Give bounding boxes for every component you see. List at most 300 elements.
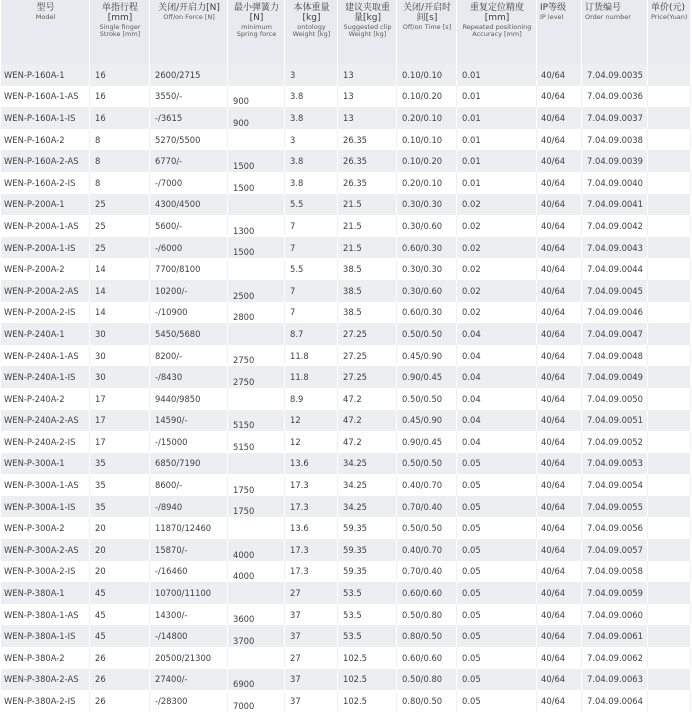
cell-price	[648, 410, 691, 432]
table-row	[1, 129, 691, 151]
table-row	[1, 410, 691, 432]
cell-time: 0.50/0.50	[397, 453, 457, 475]
cell-weight: 17.3	[285, 561, 338, 583]
cell-weight: 17.3	[285, 539, 338, 561]
cell-time: 0.50/0.50	[397, 323, 457, 345]
cell-stroke: 25	[90, 237, 150, 259]
header-label-cn: 最小弹簧力[N]	[233, 3, 279, 24]
cell-order: 7.04.09.0039	[582, 150, 648, 172]
cell-ip: 40/64	[537, 64, 582, 86]
cell-price	[648, 431, 691, 453]
header-weight	[285, 0, 338, 64]
cell-model: WEN-P-300A-2-AS	[1, 539, 90, 561]
cell-spring	[228, 647, 285, 669]
cell-force: 8600/-	[150, 474, 228, 496]
cell-force: -/14800	[150, 625, 228, 647]
cell-time: 0.60/0.30	[397, 302, 457, 324]
cell-stroke: 26	[90, 669, 150, 691]
cell-acc: 0.05	[457, 647, 537, 669]
cell-clip: 26.35	[338, 172, 397, 194]
cell-time: 0.30/0.60	[397, 280, 457, 302]
cell-time: 0.20/0.10	[397, 107, 457, 129]
cell-model: WEN-P-300A-2	[1, 517, 90, 539]
cell-force: -/8940	[150, 496, 228, 518]
header-order	[582, 0, 648, 64]
cell-spring	[228, 388, 285, 410]
cell-weight: 17.3	[285, 496, 338, 518]
cell-ip: 40/64	[537, 302, 582, 324]
cell-price	[648, 496, 691, 518]
cell-clip: 53.5	[338, 604, 397, 626]
cell-time: 0.10/0.20	[397, 150, 457, 172]
cell-order: 7.04.09.0037	[582, 107, 648, 129]
cell-order: 7.04.09.0061	[582, 625, 648, 647]
cell-model: WEN-P-240A-1-AS	[1, 345, 90, 367]
cell-stroke: 45	[90, 582, 150, 604]
cell-ip: 40/64	[537, 625, 582, 647]
cell-stroke: 16	[90, 64, 150, 86]
cell-clip: 27.25	[338, 345, 397, 367]
table-row	[1, 194, 691, 216]
cell-model: WEN-P-300A-1-AS	[1, 474, 90, 496]
cell-ip: 40/64	[537, 496, 582, 518]
table-row	[1, 625, 691, 647]
cell-clip: 34.25	[338, 496, 397, 518]
cell-price	[648, 302, 691, 324]
cell-force: -/15000	[150, 431, 228, 453]
header-label-cn: 单价(元)	[651, 3, 686, 13]
cell-ip: 40/64	[537, 107, 582, 129]
cell-order: 7.04.09.0054	[582, 474, 648, 496]
cell-ip: 40/64	[537, 129, 582, 151]
cell-weight: 11.8	[285, 366, 338, 388]
cell-order: 7.04.09.0042	[582, 215, 648, 237]
cell-acc: 0.02	[457, 302, 537, 324]
cell-clip: 59.35	[338, 539, 397, 561]
cell-time: 0.50/0.50	[397, 388, 457, 410]
table-row	[1, 150, 691, 172]
cell-ip: 40/64	[537, 150, 582, 172]
header-label-cn: 本体重量[kg]	[293, 3, 330, 24]
cell-spring	[228, 323, 285, 345]
cell-weight: 37	[285, 669, 338, 691]
cell-ip: 40/64	[537, 582, 582, 604]
cell-weight: 7	[285, 215, 338, 237]
cell-clip: 38.5	[338, 302, 397, 324]
cell-spring: 7000	[228, 690, 285, 712]
cell-order: 7.04.09.0057	[582, 539, 648, 561]
cell-time: 0.60/0.30	[397, 237, 457, 259]
cell-weight: 7	[285, 280, 338, 302]
header-row	[1, 0, 691, 64]
cell-acc: 0.01	[457, 129, 537, 151]
cell-time: 0.30/0.30	[397, 194, 457, 216]
cell-spring	[228, 582, 285, 604]
table-row	[1, 107, 691, 129]
header-label-cn: 建议夹取重量[kg]	[344, 3, 390, 24]
table-row	[1, 561, 691, 583]
cell-ip: 40/64	[537, 237, 582, 259]
cell-model: WEN-P-380A-2-IS	[1, 690, 90, 712]
cell-ip: 40/64	[537, 172, 582, 194]
cell-model: WEN-P-300A-1-IS	[1, 496, 90, 518]
cell-time: 0.50/0.80	[397, 604, 457, 626]
header-label-en: Single finger Stroke [mm]	[99, 23, 141, 39]
cell-ip: 40/64	[537, 280, 582, 302]
cell-model: WEN-P-200A-1-IS	[1, 237, 90, 259]
cell-order: 7.04.09.0041	[582, 194, 648, 216]
cell-acc: 0.04	[457, 366, 537, 388]
cell-stroke: 20	[90, 539, 150, 561]
cell-spring	[228, 258, 285, 280]
table-row	[1, 388, 691, 410]
cell-stroke: 45	[90, 604, 150, 626]
cell-price	[648, 647, 691, 669]
cell-model: WEN-P-200A-2-IS	[1, 302, 90, 324]
cell-clip: 47.2	[338, 410, 397, 432]
cell-stroke: 35	[90, 474, 150, 496]
table-row	[1, 215, 691, 237]
cell-force: 2600/2715	[150, 64, 228, 86]
cell-spring: 2750	[228, 345, 285, 367]
header-label-en: minimum Spring force	[236, 23, 277, 39]
cell-model: WEN-P-160A-1-IS	[1, 107, 90, 129]
cell-spring: 900	[228, 86, 285, 108]
cell-force: 5450/5680	[150, 323, 228, 345]
cell-force: 10200/-	[150, 280, 228, 302]
cell-stroke: 30	[90, 345, 150, 367]
cell-stroke: 20	[90, 517, 150, 539]
cell-acc: 0.04	[457, 323, 537, 345]
header-label-en: Off/on Force [N]	[163, 13, 215, 22]
cell-stroke: 16	[90, 86, 150, 108]
cell-stroke: 14	[90, 280, 150, 302]
header-clip	[338, 0, 397, 64]
cell-acc: 0.05	[457, 453, 537, 475]
cell-model: WEN-P-240A-1	[1, 323, 90, 345]
cell-force: 8200/-	[150, 345, 228, 367]
table-row	[1, 582, 691, 604]
cell-weight: 37	[285, 625, 338, 647]
cell-model: WEN-P-380A-1	[1, 582, 90, 604]
cell-force: 6850/7190	[150, 453, 228, 475]
cell-time: 0.40/0.70	[397, 474, 457, 496]
cell-price	[648, 194, 691, 216]
header-label-en: Suggested clip Weight [kg]	[343, 23, 392, 39]
cell-price	[648, 280, 691, 302]
cell-clip: 26.35	[338, 150, 397, 172]
cell-ip: 40/64	[537, 690, 582, 712]
cell-model: WEN-P-380A-2	[1, 647, 90, 669]
cell-acc: 0.02	[457, 258, 537, 280]
cell-time: 0.10/0.10	[397, 64, 457, 86]
cell-price	[648, 323, 691, 345]
cell-ip: 40/64	[537, 410, 582, 432]
cell-ip: 40/64	[537, 453, 582, 475]
header-label-en: Model	[35, 13, 56, 22]
cell-weight: 8.9	[285, 388, 338, 410]
cell-time: 0.10/0.20	[397, 86, 457, 108]
table-row	[1, 604, 691, 626]
cell-clip: 59.35	[338, 517, 397, 539]
cell-weight: 7	[285, 302, 338, 324]
cell-spring: 3600	[228, 604, 285, 626]
cell-weight: 13.6	[285, 453, 338, 475]
cell-force: 6770/-	[150, 150, 228, 172]
header-label-en: Repeated positioning Accuracy [mm]	[462, 23, 532, 39]
cell-weight: 3.8	[285, 86, 338, 108]
cell-acc: 0.04	[457, 388, 537, 410]
cell-time: 0.80/0.50	[397, 690, 457, 712]
cell-weight: 12	[285, 431, 338, 453]
table-row	[1, 258, 691, 280]
table-row	[1, 237, 691, 259]
cell-ip: 40/64	[537, 517, 582, 539]
cell-model: WEN-P-160A-2-IS	[1, 172, 90, 194]
cell-acc: 0.01	[457, 107, 537, 129]
cell-price	[648, 215, 691, 237]
cell-time: 0.10/0.10	[397, 129, 457, 151]
cell-order: 7.04.09.0064	[582, 690, 648, 712]
cell-time: 0.40/0.70	[397, 539, 457, 561]
cell-force: 15870/-	[150, 539, 228, 561]
cell-price	[648, 107, 691, 129]
cell-price	[648, 669, 691, 691]
cell-force: 3550/-	[150, 86, 228, 108]
cell-model: WEN-P-240A-2	[1, 388, 90, 410]
cell-spring	[228, 194, 285, 216]
cell-stroke: 17	[90, 431, 150, 453]
cell-acc: 0.02	[457, 194, 537, 216]
header-time	[397, 0, 457, 64]
cell-stroke: 30	[90, 366, 150, 388]
cell-ip: 40/64	[537, 86, 582, 108]
cell-force: -/7000	[150, 172, 228, 194]
cell-clip: 59.35	[338, 561, 397, 583]
cell-stroke: 17	[90, 388, 150, 410]
cell-clip: 34.25	[338, 453, 397, 475]
cell-order: 7.04.09.0053	[582, 453, 648, 475]
header-label-en: Price(Yuan)	[651, 13, 688, 22]
cell-clip: 47.2	[338, 388, 397, 410]
table-row	[1, 517, 691, 539]
cell-order: 7.04.09.0044	[582, 258, 648, 280]
cell-order: 7.04.09.0063	[582, 669, 648, 691]
header-force	[150, 0, 228, 64]
header-spring	[228, 0, 285, 64]
cell-price	[648, 453, 691, 475]
table-row	[1, 431, 691, 453]
cell-stroke: 26	[90, 647, 150, 669]
cell-price	[648, 366, 691, 388]
cell-model: WEN-P-380A-1-IS	[1, 625, 90, 647]
cell-ip: 40/64	[537, 474, 582, 496]
cell-spring: 1500	[228, 150, 285, 172]
cell-acc: 0.02	[457, 215, 537, 237]
cell-ip: 40/64	[537, 604, 582, 626]
cell-stroke: 14	[90, 258, 150, 280]
cell-weight: 7	[285, 237, 338, 259]
cell-time: 0.90/0.45	[397, 431, 457, 453]
cell-spring: 4000	[228, 539, 285, 561]
spec-table	[1, 0, 691, 712]
cell-model: WEN-P-240A-2-IS	[1, 431, 90, 453]
cell-spring	[228, 64, 285, 86]
cell-time: 0.45/0.90	[397, 345, 457, 367]
header-acc	[457, 0, 537, 64]
cell-acc: 0.05	[457, 625, 537, 647]
cell-model: WEN-P-160A-2	[1, 129, 90, 151]
cell-order: 7.04.09.0035	[582, 64, 648, 86]
cell-clip: 27.25	[338, 366, 397, 388]
cell-acc: 0.05	[457, 517, 537, 539]
cell-ip: 40/64	[537, 258, 582, 280]
cell-stroke: 14	[90, 302, 150, 324]
cell-weight: 3.8	[285, 172, 338, 194]
cell-price	[648, 129, 691, 151]
table-body	[1, 64, 691, 712]
cell-force: 14590/-	[150, 410, 228, 432]
cell-time: 0.45/0.90	[397, 410, 457, 432]
cell-model: WEN-P-380A-1-AS	[1, 604, 90, 626]
cell-order: 7.04.09.0049	[582, 366, 648, 388]
cell-time: 0.70/0.40	[397, 561, 457, 583]
cell-ip: 40/64	[537, 388, 582, 410]
cell-model: WEN-P-160A-1	[1, 64, 90, 86]
cell-order: 7.04.09.0040	[582, 172, 648, 194]
cell-time: 0.90/0.45	[397, 366, 457, 388]
cell-force: 27400/-	[150, 669, 228, 691]
cell-weight: 17.3	[285, 474, 338, 496]
cell-model: WEN-P-200A-1	[1, 194, 90, 216]
cell-stroke: 35	[90, 453, 150, 475]
cell-spring: 5150	[228, 431, 285, 453]
cell-time: 0.50/0.50	[397, 517, 457, 539]
cell-spring: 1750	[228, 496, 285, 518]
cell-clip: 34.25	[338, 474, 397, 496]
cell-clip: 13	[338, 86, 397, 108]
cell-order: 7.04.09.0046	[582, 302, 648, 324]
cell-clip: 53.5	[338, 625, 397, 647]
cell-clip: 38.5	[338, 280, 397, 302]
cell-acc: 0.01	[457, 150, 537, 172]
cell-ip: 40/64	[537, 345, 582, 367]
cell-order: 7.04.09.0036	[582, 86, 648, 108]
cell-weight: 27	[285, 582, 338, 604]
table-row	[1, 366, 691, 388]
cell-time: 0.30/0.60	[397, 215, 457, 237]
header-label-en: Order number	[585, 13, 631, 22]
header-label-en: IP level	[540, 13, 564, 22]
cell-weight: 13.6	[285, 517, 338, 539]
cell-spring: 1750	[228, 474, 285, 496]
cell-weight: 8.7	[285, 323, 338, 345]
header-price	[648, 0, 691, 64]
cell-force: 10700/11100	[150, 582, 228, 604]
cell-force: -/28300	[150, 690, 228, 712]
cell-time: 0.80/0.50	[397, 625, 457, 647]
cell-clip: 27.25	[338, 323, 397, 345]
cell-order: 7.04.09.0045	[582, 280, 648, 302]
cell-order: 7.04.09.0052	[582, 431, 648, 453]
cell-acc: 0.05	[457, 669, 537, 691]
table-row	[1, 474, 691, 496]
cell-stroke: 17	[90, 410, 150, 432]
cell-order: 7.04.09.0062	[582, 647, 648, 669]
cell-acc: 0.04	[457, 410, 537, 432]
cell-clip: 26.35	[338, 129, 397, 151]
cell-weight: 12	[285, 410, 338, 432]
cell-weight: 3	[285, 129, 338, 151]
table-row	[1, 647, 691, 669]
cell-acc: 0.01	[457, 64, 537, 86]
cell-acc: 0.05	[457, 561, 537, 583]
cell-ip: 40/64	[537, 194, 582, 216]
cell-spring: 4000	[228, 561, 285, 583]
cell-model: WEN-P-200A-1-AS	[1, 215, 90, 237]
cell-weight: 37	[285, 690, 338, 712]
table-row	[1, 496, 691, 518]
cell-clip: 13	[338, 64, 397, 86]
header-label-cn: 订货编号	[585, 3, 622, 13]
cell-spring: 2750	[228, 366, 285, 388]
cell-spring	[228, 129, 285, 151]
cell-order: 7.04.09.0056	[582, 517, 648, 539]
header-label-cn: 重复定位精度[mm]	[469, 3, 524, 24]
cell-force: 7700/8100	[150, 258, 228, 280]
cell-weight: 3.8	[285, 150, 338, 172]
cell-force: -/6000	[150, 237, 228, 259]
cell-stroke: 8	[90, 150, 150, 172]
cell-order: 7.04.09.0047	[582, 323, 648, 345]
cell-price	[648, 150, 691, 172]
cell-ip: 40/64	[537, 561, 582, 583]
header-label-en: ontology Weight [kg]	[292, 23, 331, 39]
header-label-cn: 关闭/开启时间[s]	[402, 3, 452, 24]
cell-force: 9440/9850	[150, 388, 228, 410]
cell-stroke: 26	[90, 690, 150, 712]
cell-time: 0.60/0.60	[397, 647, 457, 669]
cell-clip: 38.5	[338, 258, 397, 280]
cell-stroke: 20	[90, 561, 150, 583]
cell-time: 0.50/0.80	[397, 669, 457, 691]
cell-order: 7.04.09.0050	[582, 388, 648, 410]
cell-force: 20500/21300	[150, 647, 228, 669]
cell-spring: 2500	[228, 280, 285, 302]
cell-price	[648, 237, 691, 259]
cell-spring: 2800	[228, 302, 285, 324]
header-label-cn: 型号	[36, 3, 55, 13]
header-stroke	[90, 0, 150, 64]
cell-stroke: 45	[90, 625, 150, 647]
cell-order: 7.04.09.0051	[582, 410, 648, 432]
cell-spring	[228, 453, 285, 475]
cell-price	[648, 64, 691, 86]
cell-price	[648, 561, 691, 583]
cell-clip: 21.5	[338, 237, 397, 259]
cell-weight: 5.5	[285, 258, 338, 280]
cell-weight: 37	[285, 604, 338, 626]
cell-order: 7.04.09.0043	[582, 237, 648, 259]
table-row	[1, 323, 691, 345]
cell-force: -/16460	[150, 561, 228, 583]
cell-stroke: 35	[90, 496, 150, 518]
cell-ip: 40/64	[537, 366, 582, 388]
cell-weight: 5.5	[285, 194, 338, 216]
cell-force: -/3615	[150, 107, 228, 129]
cell-acc: 0.01	[457, 172, 537, 194]
cell-model: WEN-P-160A-2-AS	[1, 150, 90, 172]
